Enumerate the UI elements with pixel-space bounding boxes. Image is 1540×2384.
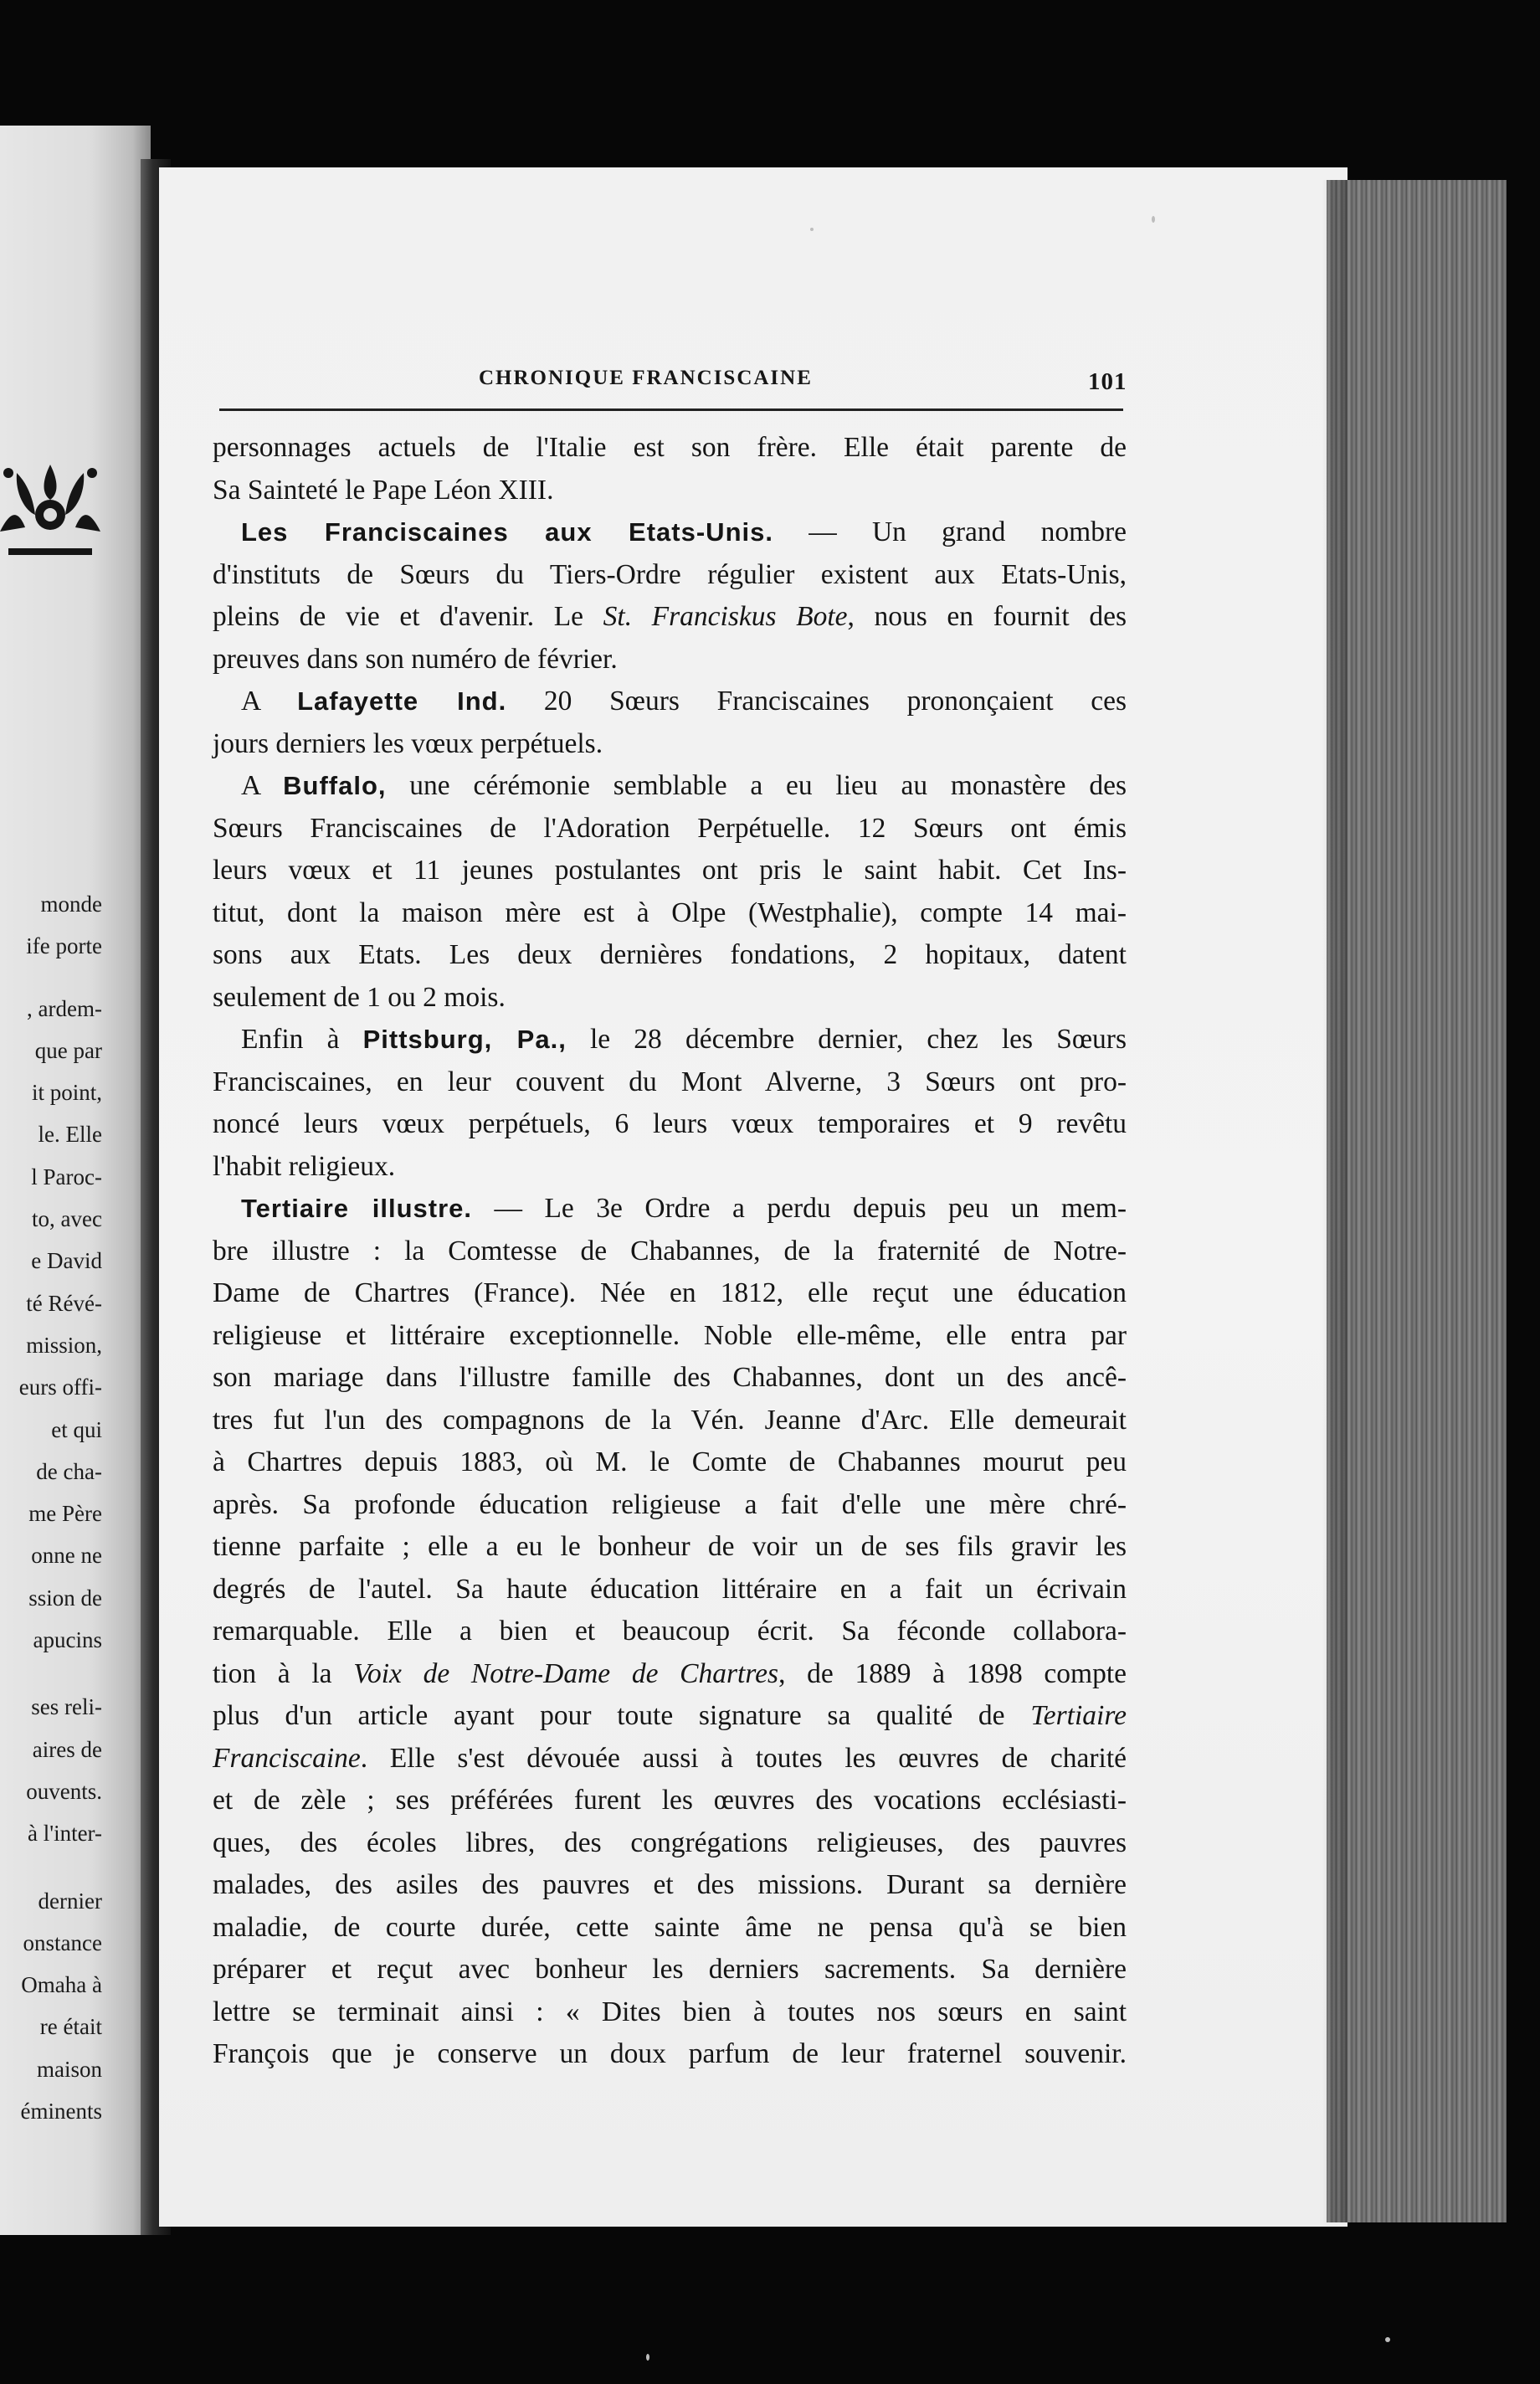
left-fragment: ife porte: [26, 933, 102, 959]
text-run: d'instituts de Sœurs du Tiers-Ordre régulier existent aux Etats-Unis,: [213, 558, 1127, 590]
text-run: sons aux Etats. Les deux dernières fondations, 2 hopitaux, datent: [213, 939, 1127, 970]
running-title: CHRONIQUE FRANCISCAINE: [479, 367, 813, 389]
left-fragment: ssion de: [28, 1585, 102, 1611]
left-fragment: de cha-: [36, 1458, 102, 1484]
text-run: remarquable. Elle a bien et beaucoup écrit. Sa féconde collabora-: [213, 1616, 1127, 1647]
dust-speck: [1385, 2337, 1390, 2342]
text-run: tienne parfaite ; elle a eu le bonheur de voir un de ses fils gravir les: [213, 1531, 1127, 1562]
text-run: et de zèle ; ses préférées furent les œuvres des vocations ecclésiasti-: [213, 1785, 1127, 1816]
left-fragment: apucins: [33, 1627, 102, 1653]
text-line: [213, 892, 1127, 935]
text-line: [213, 1484, 1127, 1527]
text-line: [213, 1400, 1127, 1442]
text-run: , nous en fournit des: [847, 601, 1127, 632]
text-line: [213, 1231, 1127, 1273]
paragraph-heading: Buffalo,: [283, 771, 387, 800]
text-run: Enfin à: [241, 1024, 363, 1055]
text-run: A: [241, 770, 284, 801]
left-fragment: que par: [34, 1037, 102, 1063]
paragraph-heading: Les Franciscaines aux Etats-Unis.: [241, 517, 773, 547]
text-run: degrés de l'autel. Sa haute éducation littéraire en a fait un écrivain: [213, 1573, 1127, 1605]
left-fragment: l Paroc-: [31, 1164, 102, 1189]
left-fragment: aires de: [32, 1736, 102, 1762]
text-run: plus d'un article ayant pour toute signature sa qualité de: [213, 1700, 1031, 1731]
paragraph-heading: Lafayette Ind.: [297, 686, 507, 716]
left-page-text-fragments: [19, 883, 102, 2132]
text-line: [213, 511, 1127, 554]
text-line: [213, 1061, 1127, 1104]
text-line: [213, 1653, 1127, 1696]
text-line: [213, 723, 1127, 766]
text-line: [213, 1526, 1127, 1569]
text-line: [213, 808, 1127, 850]
left-fragment: maison: [37, 2056, 102, 2082]
text-line: [213, 977, 1127, 1020]
left-fragment: re était: [39, 2014, 102, 2040]
text-line: [213, 1019, 1127, 1061]
text-run: l'habit religieux.: [213, 1150, 396, 1182]
text-line: [213, 639, 1127, 681]
page-block-edge: [1327, 180, 1507, 2222]
text-line: [213, 1272, 1127, 1315]
running-head: [219, 367, 1140, 400]
text-line: [213, 1991, 1127, 2034]
dust-speck: [1152, 216, 1155, 223]
text-run: religieuse et littéraire exceptionnelle. Noble elle-même, elle entra par: [213, 1319, 1127, 1351]
left-fragment: to, avec: [32, 1206, 102, 1232]
text-line: [213, 1738, 1127, 1780]
header-rule: [219, 408, 1123, 411]
left-fragment: Omaha à: [21, 1972, 102, 1998]
text-run: jours derniers les vœux perpétuels.: [213, 727, 603, 759]
text-line: [213, 1822, 1127, 1865]
left-facing-page: [0, 126, 151, 2235]
text-line: [213, 1569, 1127, 1611]
text-run: préparer et reçut avec bonheur les derniers sacrements. Sa dernière: [213, 1954, 1127, 1985]
text-run: titut, dont la maison mère est à Olpe (Westphalie), compte 14 mai-: [213, 897, 1127, 928]
text-line: [213, 427, 1127, 470]
left-fragment: le. Elle: [38, 1122, 102, 1148]
text-run: le 28 décembre dernier, chez les Sœurs: [566, 1024, 1127, 1055]
left-fragment: mission,: [26, 1332, 102, 1358]
text-run: noncé leurs vœux perpétuels, 6 leurs vœux temporaires et 9 revêtu: [213, 1108, 1127, 1139]
text-line: [213, 596, 1127, 639]
text-run: 20 Sœurs Franciscaines prononçaient ces: [506, 686, 1127, 717]
left-fragment: onne ne: [31, 1543, 102, 1569]
text-run: — Un grand nombre: [773, 516, 1127, 547]
text-run: lettre se terminait ainsi : « Dites bien à toutes nos sœurs en saint: [213, 1996, 1127, 2027]
text-run: , de 1889 à 1898 compte: [778, 1657, 1127, 1689]
page-edge-shadow: [1322, 180, 1348, 2222]
text-run: preuves dans son numéro de février.: [213, 643, 618, 675]
text-run: à Chartres depuis 1883, où M. le Comte de Chabannes mourut peu: [213, 1446, 1127, 1477]
body-text: [213, 427, 1127, 2076]
italic-title: St. Franciskus Bote: [603, 601, 848, 632]
text-run: — Le 3e Ordre a perdu depuis peu un mem-: [472, 1193, 1127, 1224]
text-run: François que je conserve un doux parfum de leur fraternel souvenir.: [213, 2038, 1127, 2069]
text-line: [213, 1949, 1127, 1991]
text-run: Sœurs Franciscaines de l'Adoration Perpétuelle. 12 Sœurs ont émis: [213, 812, 1127, 844]
text-run: ques, des écoles libres, des congrégations religieuses, des pauvres: [213, 1827, 1127, 1858]
italic-title: Voix de Notre-Dame de Chartres: [353, 1657, 779, 1689]
paragraph-heading: Pittsburg, Pa.,: [362, 1025, 567, 1054]
text-line: [213, 554, 1127, 597]
italic-title: Tertiaire: [1030, 1700, 1127, 1731]
text-run: personnages actuels de l'Italie est son frère. Elle était parente de: [213, 432, 1127, 463]
left-fragment: , ardem-: [27, 995, 102, 1021]
text-run: . Elle s'est dévouée aussi à toutes les œuvres de charité: [360, 1742, 1127, 1774]
left-fragment: onstance: [23, 1929, 102, 1955]
left-fragment: à l'inter-: [27, 1821, 102, 1847]
left-fragment: ouvents.: [26, 1778, 102, 1804]
page-number: 101: [1088, 368, 1127, 395]
text-line: [213, 1146, 1127, 1189]
text-line: [213, 1695, 1127, 1738]
text-run: une cérémonie semblable a eu lieu au monastère des: [386, 770, 1127, 801]
italic-title: Franciscaine: [213, 1742, 361, 1774]
left-fragment: éminents: [20, 2099, 102, 2125]
text-run: pleins de vie et d'avenir. Le: [213, 601, 603, 632]
left-fragment: ses reli-: [31, 1694, 102, 1720]
text-run: malades, des asiles des pauvres et des missions. Durant sa dernière: [213, 1869, 1127, 1900]
text-line: [213, 1103, 1127, 1146]
text-run: seulement de 1 ou 2 mois.: [213, 981, 506, 1013]
text-line: [213, 1441, 1127, 1484]
text-run: tres fut l'un des compagnons de la Vén. Jeanne d'Arc. Elle demeurait: [213, 1404, 1127, 1436]
floral-ornament-icon: [0, 347, 109, 599]
left-fragment: it point,: [31, 1080, 102, 1106]
left-fragment: e David: [31, 1248, 102, 1274]
text-line: [213, 850, 1127, 892]
text-line: [213, 1864, 1127, 1907]
text-line: [213, 1611, 1127, 1653]
dust-speck: [646, 2354, 649, 2361]
left-fragment: dernier: [38, 1888, 102, 1914]
paragraph-heading: Tertiaire illustre.: [241, 1194, 473, 1223]
text-line: [213, 681, 1127, 723]
dust-speck: [810, 228, 814, 231]
text-line: [213, 1907, 1127, 1950]
left-fragment: eurs offi-: [18, 1374, 102, 1400]
text-line: [213, 765, 1127, 808]
left-fragment: me Père: [28, 1501, 102, 1527]
left-fragment: té Révé-: [26, 1290, 102, 1316]
text-run: tion à la: [213, 1657, 354, 1689]
text-run: maladie, de courte durée, cette sainte âme ne pensa qu'à se bien: [213, 1911, 1127, 1943]
text-run: leurs vœux et 11 jeunes postulantes ont pris le saint habit. Cet Ins-: [213, 855, 1127, 886]
text-run: Dame de Chartres (France). Née en 1812, elle reçut une éducation: [213, 1277, 1127, 1308]
text-run: Franciscaines, en leur couvent du Mont Alverne, 3 Sœurs ont pro-: [213, 1066, 1127, 1097]
text-line: [213, 470, 1127, 512]
left-fragment: et qui: [51, 1416, 102, 1442]
text-run: A: [241, 686, 298, 717]
text-run: Sa Sainteté le Pape Léon XIII.: [213, 474, 554, 506]
text-line: [213, 1188, 1127, 1231]
text-run: son mariage dans l'illustre famille des Chabannes, dont un des ancê-: [213, 1362, 1127, 1393]
text-line: [213, 934, 1127, 977]
text-run: bre illustre : la Comtesse de Chabannes, de la fraternité de Notre-: [213, 1235, 1127, 1266]
text-line: [213, 1780, 1127, 1822]
text-line: [213, 1315, 1127, 1358]
text-line: [213, 1357, 1127, 1400]
left-fragment: monde: [40, 891, 102, 917]
text-run: après. Sa profonde éducation religieuse a fait d'elle une mère chré-: [213, 1488, 1127, 1520]
text-line: [213, 2033, 1127, 2076]
